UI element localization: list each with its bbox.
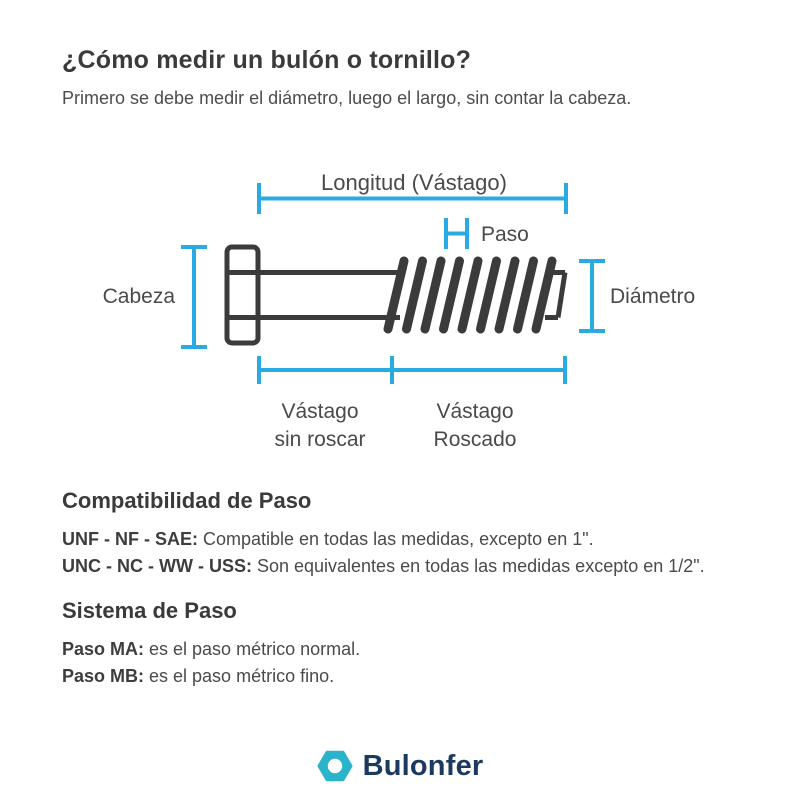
bolt-measurement-diagram (0, 150, 800, 470)
diameter-dimension-line (579, 261, 605, 331)
sistema-desc-ma: es el paso métrico normal. (144, 639, 361, 659)
unthreaded-shank-label-line1: Vástago (281, 400, 359, 423)
pitch-dimension-line (446, 218, 467, 249)
brand-name: Bulonfer (362, 749, 484, 782)
compat-desc-unf: Compatible en todas las medidas, excepto en 1". (197, 529, 594, 549)
section-heading-compatibilidad: Compatibilidad de Paso (62, 488, 312, 513)
footer-brand (0, 746, 800, 786)
pitch-label: Paso (481, 223, 529, 246)
diameter-label: Diámetro (610, 285, 696, 308)
head-label: Cabeza (102, 285, 175, 308)
threaded-shank-label-line1: Vástago (436, 400, 514, 423)
compat-line-unf (62, 526, 762, 553)
head-dimension-line (181, 246, 207, 348)
compat-desc-unc: Son equivalentes en todas las medidas excepto en 1/2". (251, 556, 705, 576)
sistema-term-mb: Paso MB: (62, 666, 145, 686)
page-subtitle: Primero se debe medir el diámetro, luego el largo, sin contar la cabeza. (62, 88, 632, 108)
sistema-desc-mb: es el paso métrico fino. (144, 666, 335, 686)
section-compatibilidad (62, 488, 762, 580)
unthreaded-shank-label-line2: sin roscar (274, 428, 366, 451)
sistema-line-mb (62, 663, 762, 690)
length-label: Longitud (Vástago) (321, 170, 507, 195)
section-heading-sistema: Sistema de Paso (62, 598, 237, 623)
compat-line-unc (62, 553, 762, 580)
page-title: ¿Cómo medir un bulón o tornillo? (62, 46, 472, 74)
sistema-term-ma: Paso MA: (62, 639, 145, 659)
thread-teeth (388, 261, 552, 329)
compat-term-unf: UNF - NF - SAE: (62, 529, 198, 549)
section-sistema (62, 598, 762, 690)
threaded-shank-label-line2: Roscado (433, 428, 517, 451)
bulonfer-nut-icon (317, 748, 353, 784)
bolt-head (227, 247, 258, 343)
sistema-line-ma (62, 636, 762, 663)
shank-dimension-line (257, 356, 567, 384)
compat-term-unc: UNC - NC - WW - USS: (62, 556, 252, 576)
